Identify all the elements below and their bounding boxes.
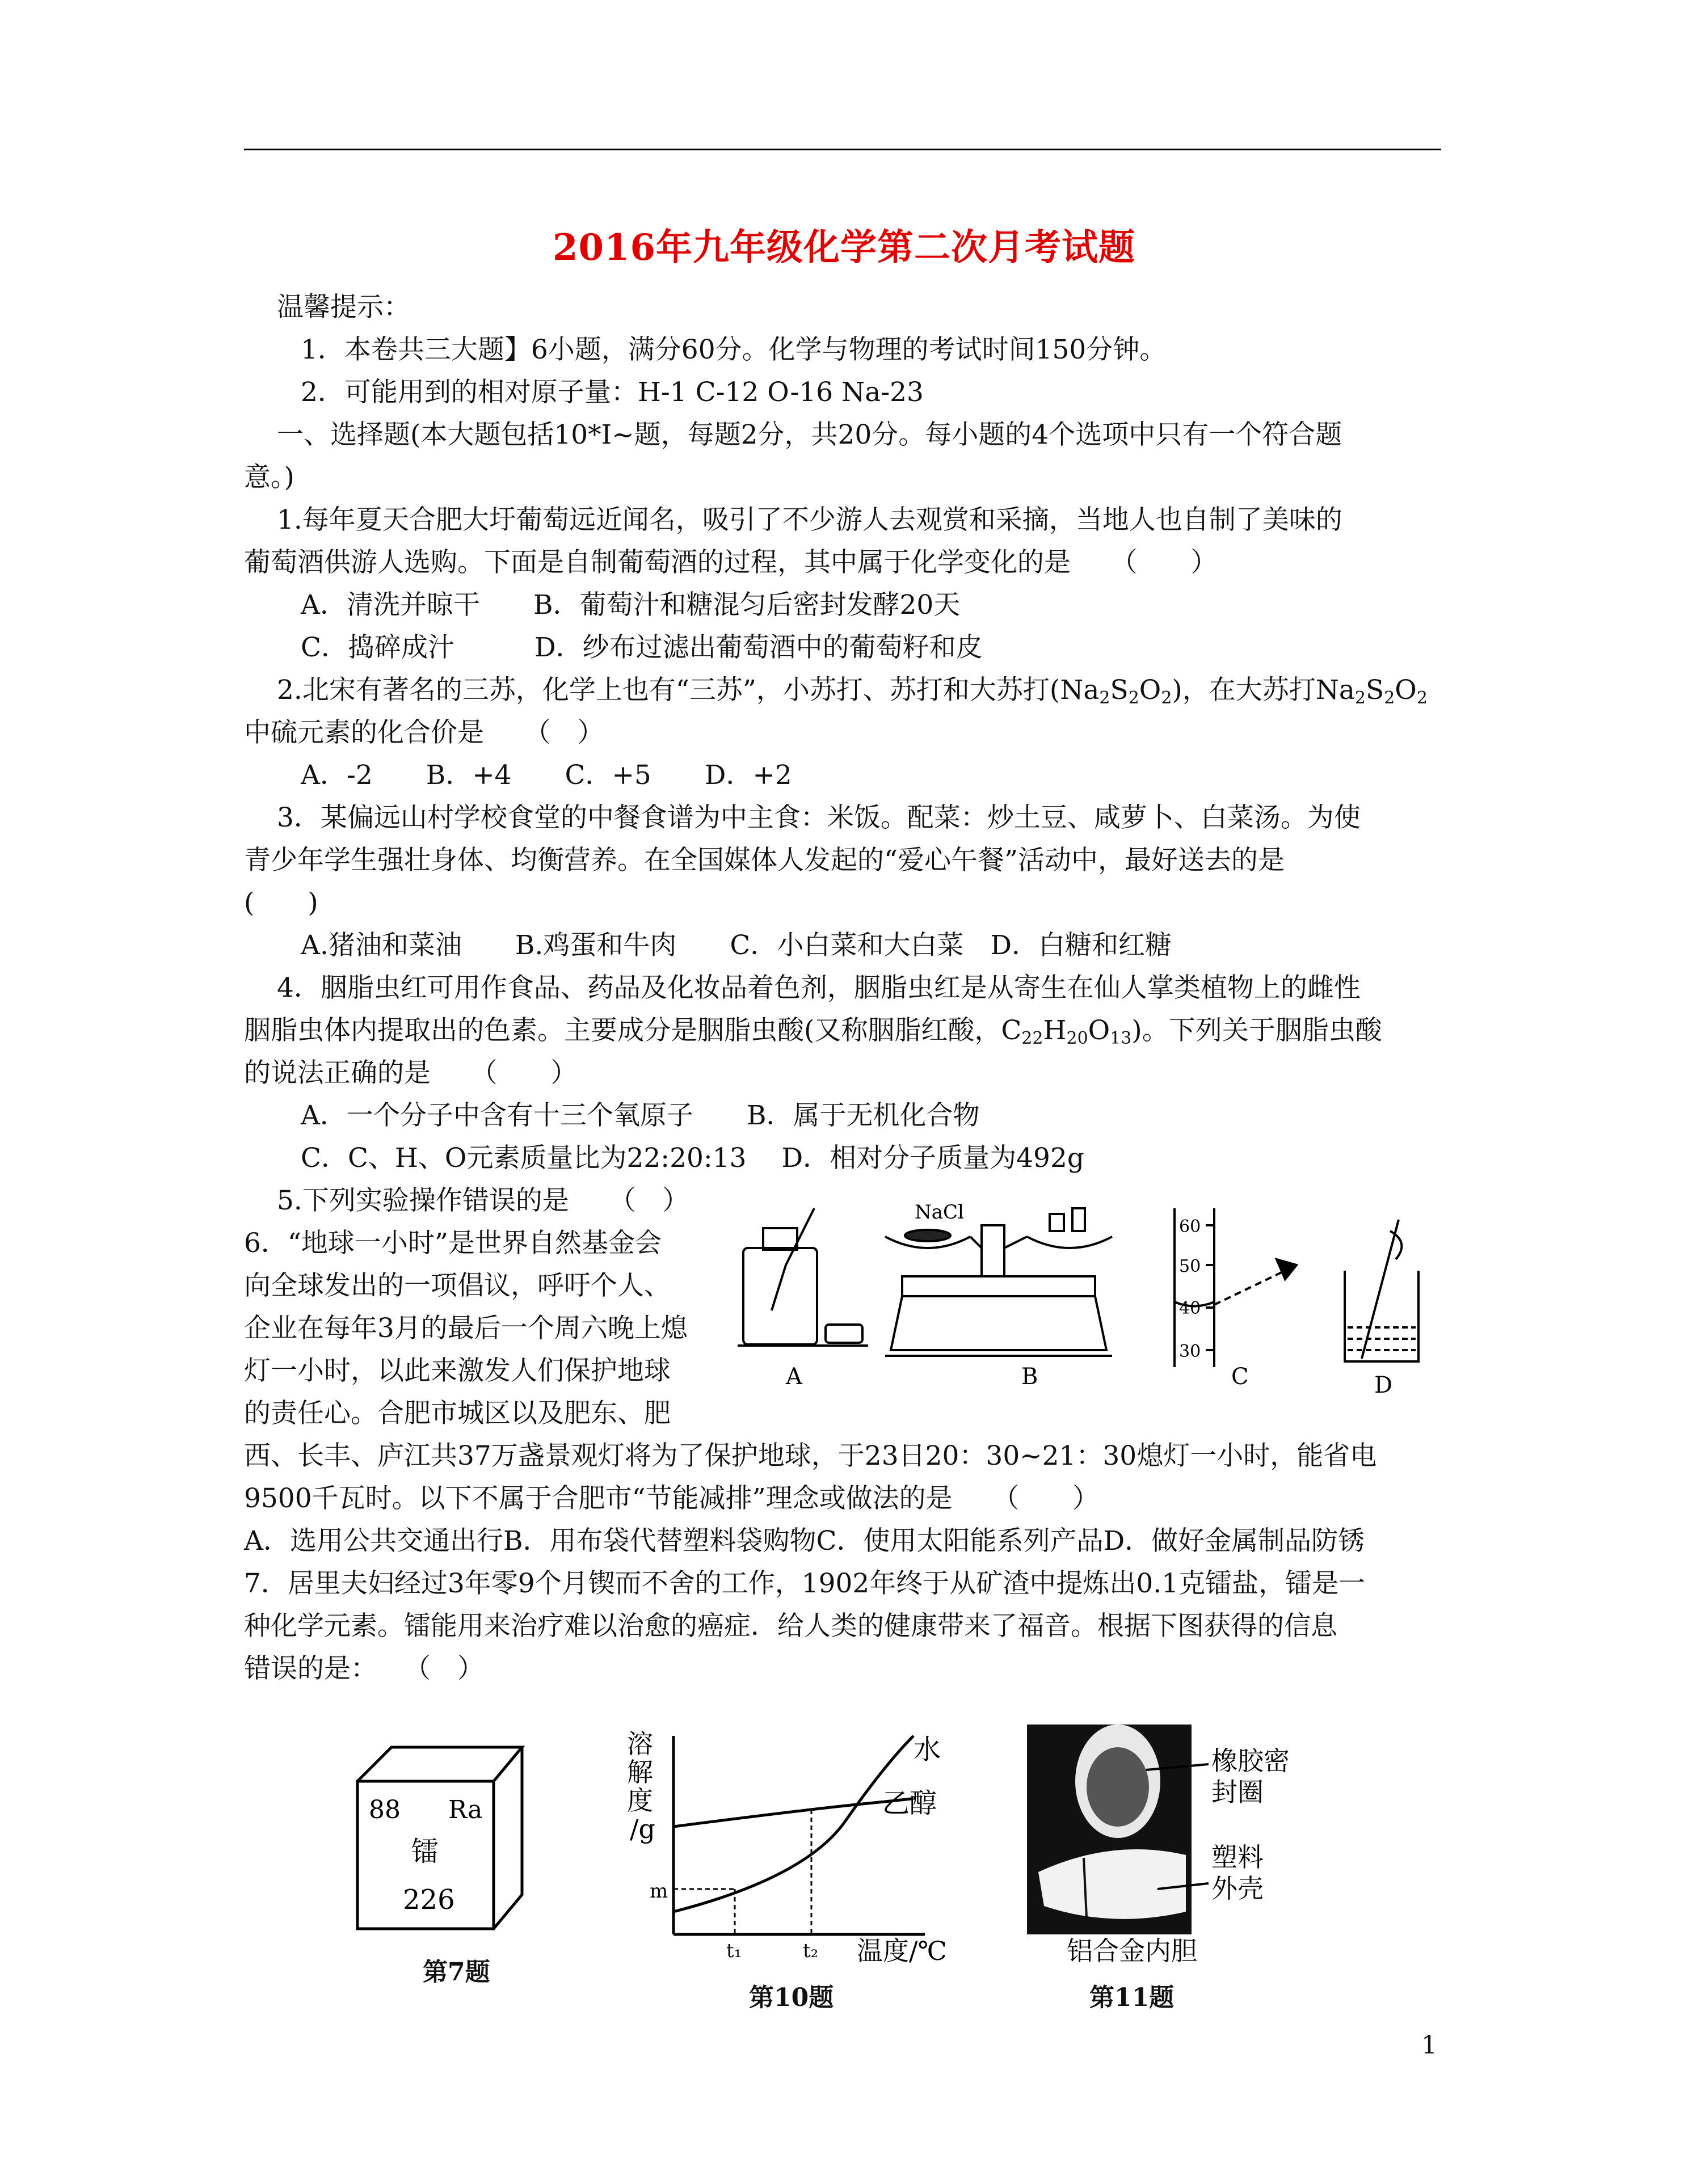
section-1-heading: 一、选择题(本大题包括10*I~题，每题2分，共20分。每小题的4个选项中只有一个符合题 (277, 419, 1342, 450)
tip-1: 1．本卷共三大题】6小题，满分60分。化学与物理的考试时间150分钟。 (301, 334, 1167, 365)
label-shell-1: 塑料 (1211, 1842, 1264, 1873)
water-curve (673, 1736, 914, 1912)
cylinder-tick-60: 60 (1179, 1217, 1201, 1237)
q7-stem: 7．居里夫妇经过3年零9个月锲而不舍的工作，1902年终于从矿渣中提炼出0.1克镭盐，镭是一 (244, 1568, 1366, 1599)
page-number: 1 (1421, 2031, 1437, 2060)
ethanol-label: 乙醇 (882, 1787, 937, 1819)
apparatus-c-label: C (1231, 1364, 1249, 1390)
q6-line-6: 西、长丰、庐江共37万盏景观灯将为了保护地球，于23日20：30~21：30熄灯一小时，能省电 (244, 1440, 1377, 1472)
q3-stem: 3．某偏远山村学校食堂的中餐食谱为中主食：米饭。配菜：炒土豆、咸萝卜、白菜汤。为使 (277, 802, 1361, 833)
section-1-heading-cont: 意。) (244, 462, 294, 493)
q2-options: A．-2 B．+4 C．+5 D．+2 (301, 760, 792, 791)
q3-options: A.猪油和菜油 B.鸡蛋和牛肉 C．小白菜和大白菜 D．白糖和红糖 (301, 930, 1172, 961)
q6-line-2: 向全球发出的一项倡议，呼吁个人、 (244, 1270, 671, 1301)
page-title: 2016年九年级化学第二次月考试题 (552, 226, 1136, 269)
q6-line-4: 灯一小时，以此来激发人们保护地球 (244, 1355, 671, 1386)
q3-stem-cont: 青少年学生强壮身体、均衡营养。在全国媒体人发起的“爱心午餐”活动中，最好送去的是 (244, 845, 1285, 876)
q5-apparatus-figure (732, 1197, 1424, 1407)
label-liner: 铝合金内胆 (1067, 1936, 1197, 1963)
fig7-caption: 第7题 (423, 1958, 490, 1987)
ylabel-char-4: /g (630, 1814, 655, 1844)
q6-line-5: 的责任心。合肥市城区以及肥东、肥 (244, 1398, 671, 1429)
q3-stem-paren: ( ) (244, 887, 318, 918)
ylabel-char-3: 度 (627, 1785, 653, 1816)
t2-label: t₂ (803, 1940, 819, 1962)
header-rule (244, 149, 1441, 150)
apparatus-d-beaker (1345, 1220, 1418, 1361)
q7-stem-cont: 种化学元素。镭能用来治疗难以治愈的癌症．给人类的健康带来了福音。根据下图获得的信息 (244, 1610, 1337, 1642)
cylinder-tick-40: 40 (1179, 1298, 1201, 1318)
q7-element-cube-figure (346, 1742, 533, 1940)
q6-options: A．选用公共交通出行B．用布袋代替塑料袋购物C．使用太阳能系列产品D．做好金属制品防锈 (244, 1525, 1365, 1557)
m-label: m (650, 1880, 668, 1903)
q11-container-photo (1027, 1725, 1322, 1963)
q4-stem-cont2: 的说法正确的是 （ ） (244, 1057, 578, 1089)
label-shell-2: 外壳 (1211, 1873, 1264, 1904)
nacl-label: NaCl (915, 1201, 964, 1224)
q2-stem-cont: 中硫元素的化合价是 （ ） (244, 717, 604, 748)
q5-stem: 5.下列实验操作错误的是 （ ） (277, 1185, 689, 1216)
q6-line-1: 6．“地球一小时”是世界自然基金会 (244, 1228, 662, 1259)
apparatus-b-label: B (1021, 1364, 1038, 1390)
ylabel-char-1: 溶 (627, 1728, 653, 1759)
water-label: 水 (914, 1734, 941, 1765)
q6-line-7: 9500千瓦时。以下不属于合肥市“节能减排”理念或做法的是 （ ） (244, 1483, 1100, 1514)
cylinder-tick-50: 50 (1179, 1257, 1201, 1276)
q4-options-2: C．C、H、O元素质量比为22:20:13 D．相对分子质量为492g (301, 1142, 1084, 1174)
fig10-caption: 第10题 (749, 1983, 834, 2012)
apparatus-a-bottle (738, 1208, 868, 1346)
q4-stem-cont: 胭脂虫体内提取出的色素。主要成分是胭脂虫酸(又称胭脂红酸，$C_{22}H_{20}O_{13}$)。下列关于胭脂虫酸 (244, 1015, 1382, 1048)
q6-line-3: 企业在每年3月的最后一个周六晚上熄 (244, 1313, 688, 1344)
tip-2: 2．可能用到的相对原子量：H-1 C-12 O-16 Na-23 (301, 377, 924, 408)
apparatus-b-balance (885, 1208, 1112, 1356)
q7-stem-cont2: 错误的是： （ ） (244, 1653, 484, 1684)
element-name: 镭 (411, 1836, 439, 1867)
cylinder-tick-30: 30 (1179, 1342, 1201, 1361)
element-atomic-mass: 226 (403, 1884, 455, 1916)
element-symbol: Ra (448, 1795, 483, 1824)
ethanol-curve (673, 1798, 914, 1827)
q4-stem: 4．胭脂虫红可用作食品、药品及化妆品着色剂，胭脂虫红是从寄生在仙人掌类植物上的雌性 (277, 972, 1361, 1004)
label-seal-2: 封圈 (1211, 1777, 1264, 1807)
element-atomic-number: 88 (369, 1795, 401, 1824)
ylabel-char-2: 解 (627, 1757, 653, 1787)
fig11-caption: 第11题 (1089, 1983, 1175, 2012)
label-seal-1: 橡胶密 (1211, 1745, 1290, 1776)
q2-stem: 2.北宋有著名的三苏，化学上也有“三苏”，小苏打、苏打和大苏打$(Na_2S_2O_2)$，在大苏打$Na_2S_2O_2$ (277, 674, 1428, 708)
rubber-seal-inner (1087, 1747, 1149, 1827)
q4-options-1: A．一个分子中含有十三个氧原子 B．属于无机化合物 (301, 1100, 980, 1131)
xlabel: 温度/℃ (857, 1936, 947, 1963)
t1-label: t₁ (726, 1940, 742, 1962)
q1-stem: 1.每年夏天合肥大圩葡萄远近闻名，吸引了不少游人去观赏和采摘，当地人也自制了美味的 (277, 504, 1342, 536)
q1-stem-cont: 葡萄酒供游人选购。下面是自制葡萄酒的过程，其中属于化学变化的是 （ ） (244, 547, 1218, 578)
q1-options-2: C．捣碎成汁 D．纱布过滤出葡萄酒中的葡萄籽和皮 (301, 632, 983, 663)
q10-solubility-chart (618, 1725, 993, 1963)
apparatus-a-label: A (786, 1364, 802, 1390)
apparatus-d-label: D (1374, 1372, 1393, 1398)
tips-label: 温馨提示： (277, 292, 410, 323)
q1-options-1: A．清洗并晾干 B．葡萄汁和糖混匀后密封发酵20天 (301, 589, 961, 621)
